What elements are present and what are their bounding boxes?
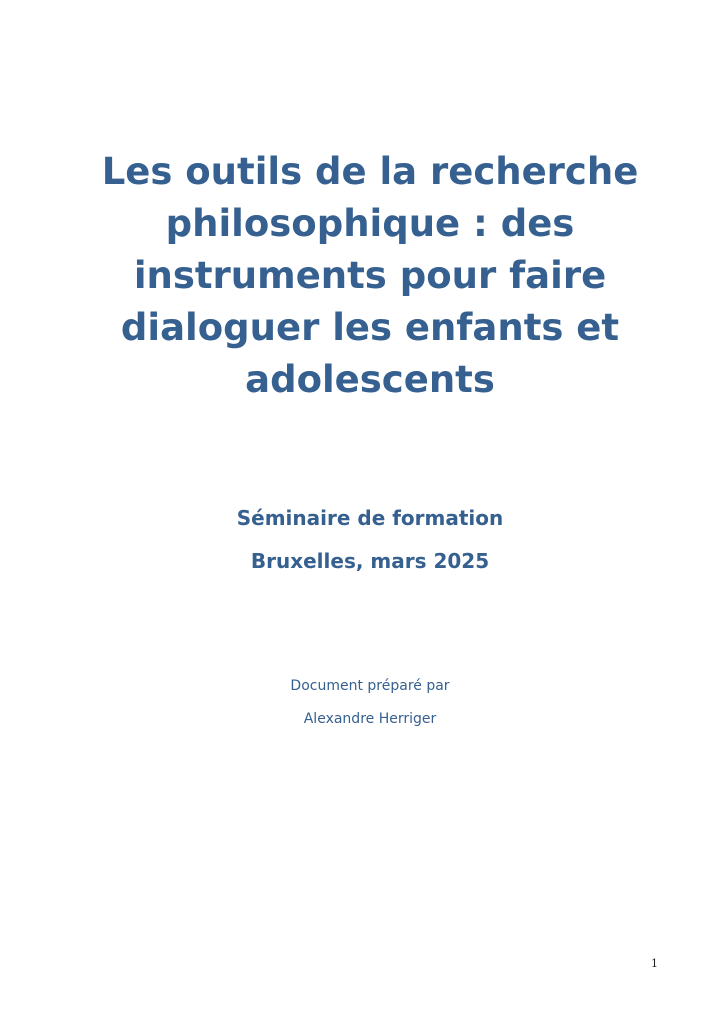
title-line: adolescents — [245, 358, 495, 401]
prepared-by-label: Document préparé par — [290, 678, 450, 694]
title-line: philosophique : des — [165, 202, 575, 245]
seminar-title: Séminaire de formation — [236, 506, 504, 530]
author-name: Alexandre Herriger — [303, 711, 437, 727]
title-line: instruments pour faire — [133, 254, 607, 297]
title-line: dialoguer les enfants et — [120, 306, 620, 349]
page-number: 1 — [651, 957, 658, 970]
place-and-date: Bruxelles, mars 2025 — [250, 549, 490, 573]
document-title — [60, 146, 680, 406]
title-line: Les outils de la recherche — [101, 150, 639, 193]
